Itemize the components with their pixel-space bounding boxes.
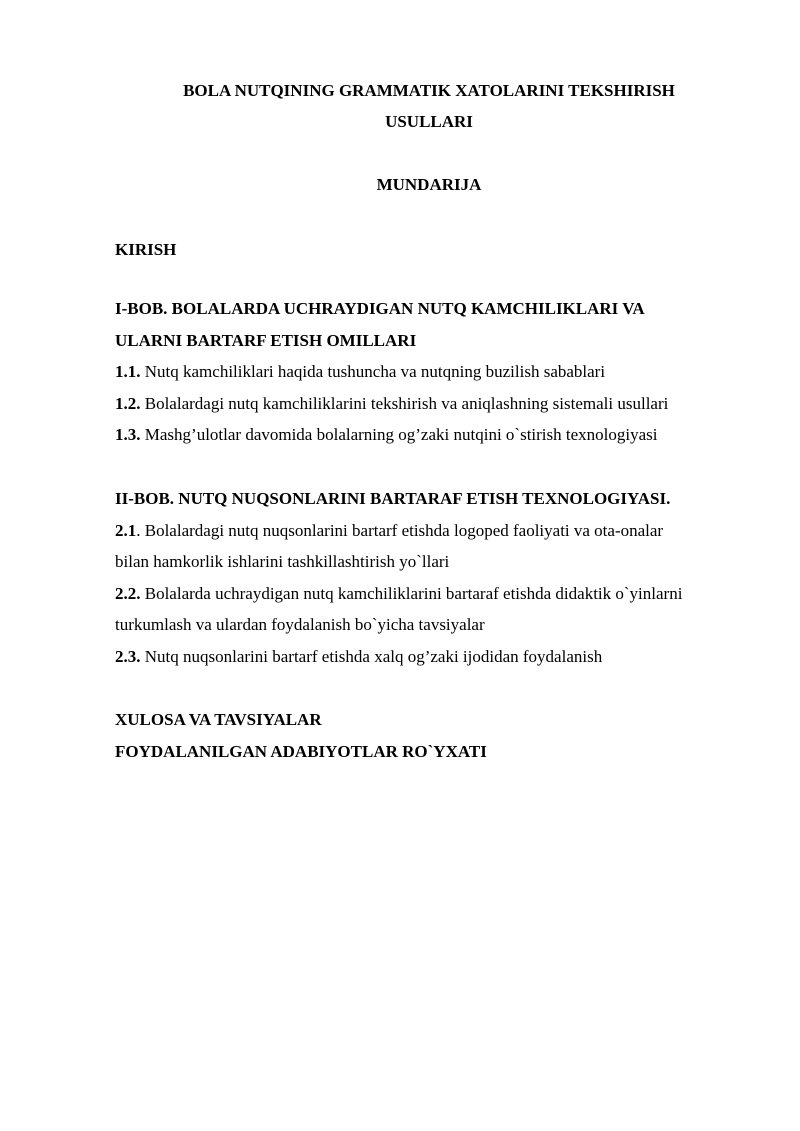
section-title: Bolalardagi nutq kamchiliklarini tekshirish va aniqlashning sistemali usullari <box>140 393 669 413</box>
section-title: Mashg’ulotlar davomida bolalarning og’zaki nutqini o`stirish texnologiyasi <box>140 425 658 444</box>
document-title <box>115 75 743 137</box>
section-number: 1.1. <box>115 362 141 381</box>
section-title-line-1: . Bolalardagi nutq nuqsonlarini bartarf etishda logoped faoliyati va ota-onalar <box>136 520 664 540</box>
toc-entry-intro: KIRISH <box>115 240 177 259</box>
chapter-2-title: II-BOB. NUTQ NUQSONLARINI BARTARAF ETISH TEXNOLOGIYASI. <box>115 489 671 508</box>
chapter-1-title-line-2: ULARNI BARTARF ETISH OMILLARI <box>115 330 417 350</box>
section-title-line-1: Nutq nuqsonlarini bartarf etishda xalq og’zaki ijodidan foydalanish <box>140 646 603 666</box>
toc-entry-2-1 <box>115 515 755 547</box>
toc-chapter-2 <box>115 483 755 672</box>
toc-entry-1-1 <box>115 356 755 388</box>
document-title-line-1: BOLA NUTQINING GRAMMATIK XATOLARINI TEKSHIRISH <box>183 81 675 100</box>
section-title: Nutq kamchiliklari haqida tushuncha va nutqning buzilish sabablari <box>140 362 606 381</box>
toc-heading: MUNDARIJA <box>376 175 482 194</box>
section-number: 2.2. <box>115 583 141 603</box>
section-number: 1.2. <box>115 393 141 413</box>
toc-entry-2-2-continued: turkumlash va ulardan foydalanish bo`yicha tavsiyalar <box>115 615 485 634</box>
document-title-line-2: USULLARI <box>385 112 473 131</box>
toc-entry-2-3 <box>115 641 755 673</box>
toc-entry-1-3 <box>115 419 755 451</box>
toc-closing-entries <box>115 704 755 767</box>
section-title-line-1: Bolalarda uchraydigan nutq kamchiliklarini bartaraf etishda didaktik o`yinlarni <box>140 583 683 603</box>
toc-entry-references: FOYDALANILGAN ADABIYOTLAR RO`YXATI <box>115 741 487 761</box>
toc-entry-2-2 <box>115 578 755 610</box>
toc-entry-conclusion: XULOSA VA TAVSIYALAR <box>115 710 322 729</box>
section-number: 2.1 <box>115 520 137 540</box>
chapter-1-title-line-1: I-BOB. BOLALARDA UCHRAYDIGAN NUTQ KAMCHILIKLARI VA <box>115 299 645 318</box>
section-number: 2.3. <box>115 646 141 666</box>
toc-entry-1-2 <box>115 388 755 420</box>
section-number: 1.3. <box>115 425 141 444</box>
toc-entry-2-1-continued: bilan hamkorlik ishlarini tashkillashtirish yo`llari <box>115 552 450 571</box>
toc-chapter-1 <box>115 293 755 451</box>
